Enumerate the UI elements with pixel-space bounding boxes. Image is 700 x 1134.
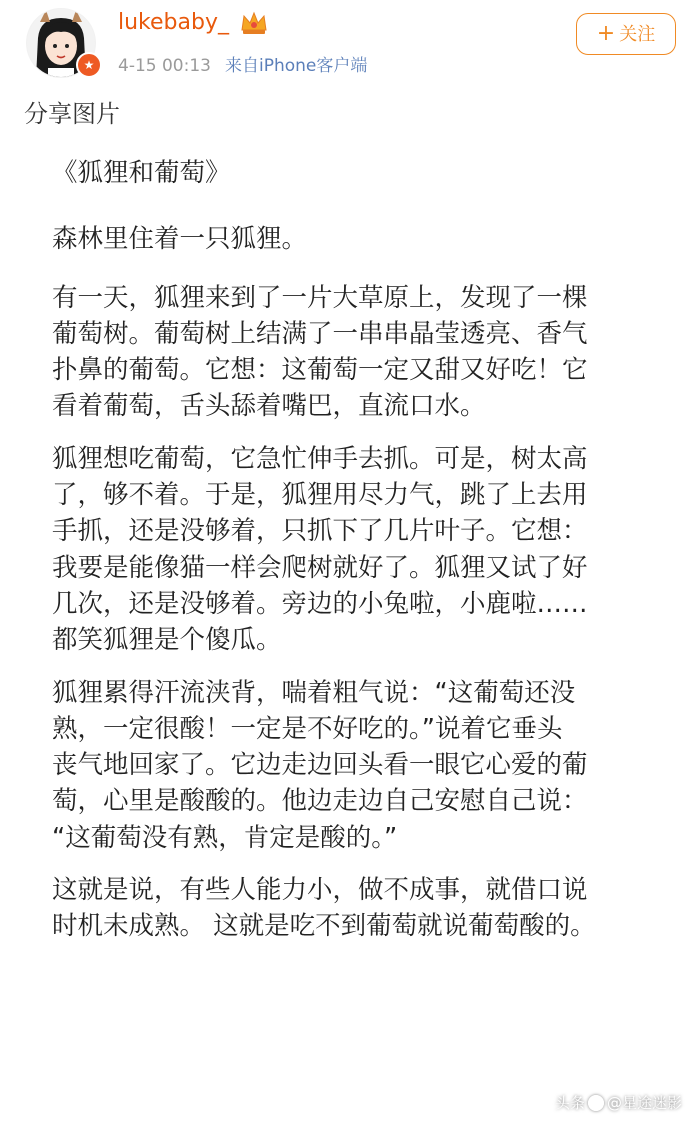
watermark-logo-icon: [588, 1095, 604, 1111]
post-header: [0, 0, 700, 90]
username[interactable]: lukebaby_: [118, 10, 229, 35]
paragraph: 狐狸想吃葡萄，它急忙伸手去抓。可是，树太高 了，够不着。于是，狐狸用尽力气，跳了上去用 手抓，还是没够着，只抓下了几片叶子。它想： 我要是能像猫一样会爬树就好了。狐狸又试了好 几次，还是没够着。旁边的小兔啦，小鹿啦…… 都笑狐狸是个傻瓜。: [52, 443, 588, 656]
paragraph: 有一天，狐狸来到了一片大草原上，发现了一棵 葡萄树。葡萄树上结满了一串串晶莹透亮、香气 扑鼻的葡萄。它想：这葡萄一定又甜又好吃！它 看着葡萄，舌头舔着嘴巴，直流口水。: [52, 282, 588, 422]
paragraph: 森林里住着一只狐狸。: [52, 224, 308, 255]
paragraph: 这就是说，有些人能力小，做不成事，就借口说 时机未成熟。 这就是吃不到葡萄就说葡萄酸的。: [52, 875, 596, 942]
post-time: 4-15 00:13: [118, 56, 211, 76]
watermark: [555, 1092, 682, 1113]
follow-label: 关注: [619, 24, 656, 45]
follow-button[interactable]: [576, 13, 676, 55]
post-meta: [118, 51, 367, 76]
share-label: 分享图片: [24, 100, 120, 128]
client-source[interactable]: 来自iPhone客户端: [224, 56, 368, 76]
watermark-right: @星途迷影: [607, 1094, 683, 1112]
story-title: 《狐狸和葡萄》: [52, 158, 231, 188]
plus-icon: +: [596, 21, 616, 46]
crown-icon: [240, 10, 268, 36]
watermark-left: 头条: [555, 1094, 586, 1112]
paragraph: 狐狸累得汗流浃背，喘着粗气说：“这葡萄还没 熟，一定很酸！一定是不好吃的。”说着它垂头 丧气地回家了。它边走边回头看一眼它心爱的葡 萄，心里是酸酸的。他边走边自己安慰自己说： “这葡萄没有熟，肯定是酸的。”: [52, 677, 588, 853]
verified-badge-icon: ★: [76, 52, 102, 78]
post-body: [52, 155, 662, 961]
